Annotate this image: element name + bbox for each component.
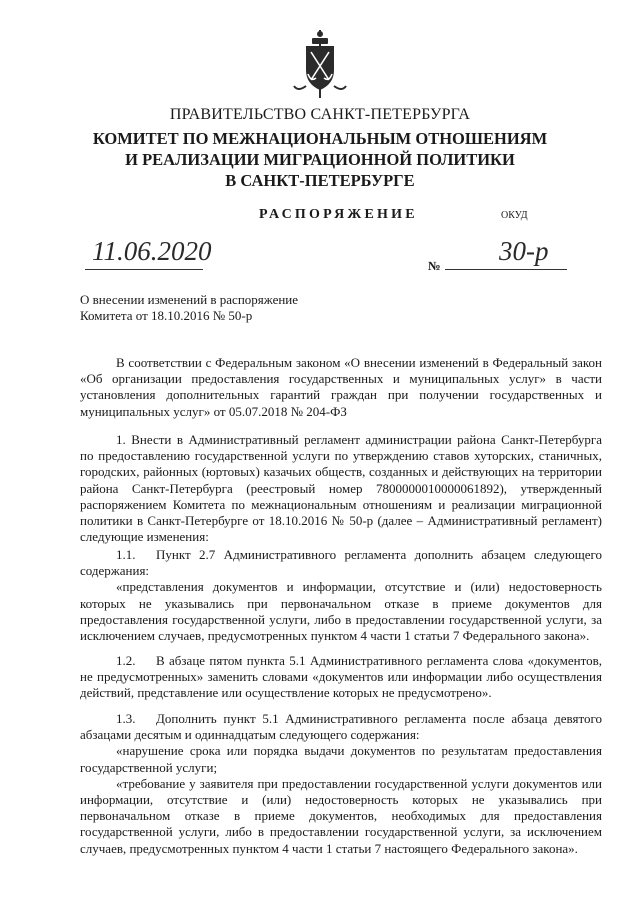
subitem-1-3 xyxy=(80,711,602,743)
document-subject xyxy=(80,292,298,324)
subitem-1-3-number: 1.3. xyxy=(116,711,136,726)
date-underline xyxy=(85,269,203,270)
subitem-1-2-number: 1.2. xyxy=(116,653,136,668)
preamble-block xyxy=(80,355,602,420)
item-1: 1. Внести в Административный регламент администрации района Санкт-Петербурга по предоставлению государственной услуги по утверждению ставов хуторских, станичных, городских, районных (юртовых) казачьих обществ, созданных и действующих на территории района Санкт-Петербурга (реестровый номер 7800000010000061892), утвержденный распоряжением Комитета по межнациональным отношениям и реализации миграционной политики в Санкт-Петербурге от 18.10.2016 № 50-р (далее – Административный регламент) следующие изменения: xyxy=(80,432,602,545)
document-number: 30-р xyxy=(499,236,549,266)
committee-title-line3: В САНКТ-ПЕТЕРБУРГЕ xyxy=(225,171,415,190)
subitem-1-1-block xyxy=(80,547,602,644)
number-underline xyxy=(445,269,567,270)
subitem-1-1-text: Пункт 2.7 Административного регламента дополнить абзацем следующего содержания: xyxy=(80,547,602,579)
subject-line2: Комитета от 18.10.2016 № 50-р xyxy=(80,308,253,323)
subitem-1-2 xyxy=(80,653,602,702)
committee-title-line1: КОМИТЕТ ПО МЕЖНАЦИОНАЛЬНЫМ ОТНОШЕНИЯМ xyxy=(92,129,548,148)
subitem-1-3-quote-1: «нарушение срока или порядка выдачи документов по результатам предоставления государственной услуги; xyxy=(80,743,602,775)
subitem-1-3-block xyxy=(80,711,602,857)
subitem-1-1-number: 1.1. xyxy=(116,547,136,562)
number-sign: № xyxy=(428,259,441,273)
subitem-1-2-block xyxy=(80,653,602,702)
preamble: В соответствии с Федеральным законом «О внесении изменений в Федеральный закон «Об организации предоставления государственных и муниципальных услуг» в части установления дополнительных гарантий граждан при получении государственных и муниципальных услуг» от 05.07.2018 № 204-ФЗ xyxy=(80,355,602,419)
subject-line1: О внесении изменений в распоряжение xyxy=(80,292,299,307)
subitem-1-2-text: В абзаце пятом пункта 5.1 Административного регламента слова «документов, не предусмотренных» заменить словами «документов или информации либо осуществления действий, представление или осуществление которых не предусмотрено». xyxy=(80,653,602,701)
document-date: 11.06.2020 xyxy=(92,236,212,266)
committee-title-line2: И РЕАЛИЗАЦИИ МИГРАЦИОННОЙ ПОЛИТИКИ xyxy=(125,150,515,169)
document-type: РАСПОРЯЖЕНИЕ xyxy=(259,207,418,222)
item-1-block xyxy=(80,432,602,545)
subitem-1-1 xyxy=(80,547,602,579)
subitem-1-3-text: Дополнить пункт 5.1 Административного регламента после абзаца девятого абзацами десятым и одиннадцатым следующего содержания: xyxy=(80,711,602,743)
okud-label: ОКУД xyxy=(501,210,528,221)
coat-of-arms-icon xyxy=(292,30,348,100)
subitem-1-1-quote: «представления документов и информации, отсутствие и (или) недостоверность которых не указывались при первоначальном отказе в приеме документов для предоставления государственной услуги, либо в предоставлении государственной услуги, за исключением случаев, предусмотренных пунктом 4 части 1 статьи 7 Федерального закона». xyxy=(80,579,602,644)
government-title: ПРАВИТЕЛЬСТВО САНКТ-ПЕТЕРБУРГА xyxy=(169,106,471,123)
subitem-1-3-quote-2: «требование у заявителя при предоставлении государственной услуги документов или информации, отсутствие и (или) недостоверность которых не указывались при первоначальном отказе в приеме документов, необходимых для предоставления государственной услуги, либо в предоставлении государственной услуги, за исключением случаев, предусмотренных пунктом 4 части 1 статьи 7 настоящего Федерального закона». xyxy=(80,775,602,856)
